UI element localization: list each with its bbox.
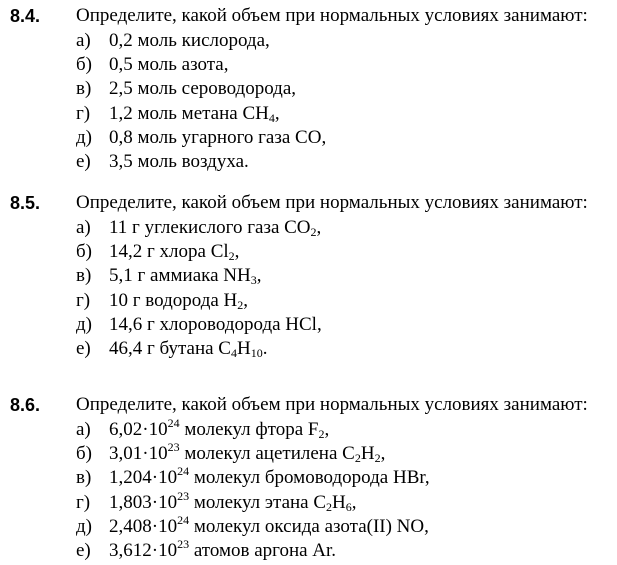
list-item <box>76 313 322 337</box>
item-text <box>109 54 228 75</box>
list-item <box>76 216 322 240</box>
list-item <box>76 289 322 313</box>
text-run: молекул оксида азота(II) NO, <box>189 515 429 537</box>
item-letter: б) <box>76 54 92 76</box>
text-run: H <box>360 443 375 465</box>
item-text <box>109 217 321 238</box>
text-run: 3,01·10 <box>109 443 168 465</box>
item-letter: е) <box>76 150 91 172</box>
text-run: 10 г водорода H <box>109 289 238 311</box>
item-letter: е) <box>76 539 91 561</box>
item-text <box>109 30 270 51</box>
subscript: 6 <box>345 499 352 514</box>
item-letter: е) <box>76 337 91 359</box>
subscript: 2 <box>374 451 381 466</box>
list-item <box>76 150 326 174</box>
text-run: , <box>351 491 357 513</box>
subscript: 4 <box>268 110 275 125</box>
text-run: , <box>380 443 386 465</box>
text-run: , <box>316 217 322 238</box>
subscript: 2 <box>237 297 244 312</box>
item-text <box>109 440 386 466</box>
text-run: молекул ацетилена C <box>179 443 355 465</box>
item-letter: а) <box>76 419 91 440</box>
item-text <box>109 103 280 124</box>
text-run: , <box>256 265 262 287</box>
text-run: H <box>332 491 346 513</box>
text-run: 3,612·10 <box>109 539 178 561</box>
list-item <box>76 264 322 288</box>
item-text <box>109 290 248 311</box>
item-letter: г) <box>76 289 91 311</box>
problem-number: 8.6. <box>10 395 41 415</box>
text-run: 2,408·10 <box>109 515 178 537</box>
list-item <box>76 488 430 515</box>
list-item <box>76 337 322 361</box>
text-run: 3,5 моль воздуха. <box>109 150 249 172</box>
item-letter: в) <box>76 265 92 287</box>
list-item <box>76 53 326 77</box>
list-item <box>76 102 326 126</box>
item-letter: д) <box>76 313 92 335</box>
superscript: 24 <box>167 416 180 430</box>
text-run: молекул бромоводорода HBr, <box>189 467 430 489</box>
problem-number: 8.5. <box>10 193 41 213</box>
item-text <box>109 127 326 148</box>
text-run: . <box>262 337 268 359</box>
item-letter: б) <box>76 443 92 465</box>
list-item <box>76 418 430 442</box>
problem-question: Определите, какой объем при нормальных условиях занимают: <box>76 192 588 213</box>
text-run: 46,4 г бутана C <box>109 337 231 359</box>
item-letter: г) <box>76 102 91 124</box>
text-run: H <box>236 337 251 359</box>
item-text <box>109 464 430 489</box>
text-run: 0,5 моль азота, <box>109 54 229 76</box>
list-item <box>76 466 430 490</box>
text-run: 0,2 моль кислорода, <box>109 30 270 51</box>
superscript: 24 <box>177 512 190 527</box>
item-letter: б) <box>76 241 92 263</box>
list-item <box>76 126 326 150</box>
superscript: 23 <box>177 488 190 503</box>
text-run: 14,6 г хлороводорода HCl, <box>109 313 322 335</box>
problem-number: 8.4. <box>10 6 41 26</box>
text-run: атомов аргона Ar. <box>189 539 337 561</box>
subscript: 10 <box>250 345 263 360</box>
subscript: 4 <box>230 345 237 360</box>
text-run: 6,02·10 <box>109 419 168 440</box>
subscript: 2 <box>326 499 333 514</box>
item-letter: а) <box>76 30 91 51</box>
text-run: молекул фтора F <box>179 419 319 440</box>
text-run: , <box>234 241 240 263</box>
text-run: 1,2 моль метана CH <box>109 102 269 124</box>
superscript: 24 <box>177 464 190 479</box>
list-item <box>76 77 326 101</box>
item-text <box>109 338 267 359</box>
item-text <box>109 151 249 172</box>
superscript: 23 <box>177 536 190 551</box>
text-run: , <box>243 289 249 311</box>
text-run: 1,204·10 <box>109 467 178 489</box>
subscript: 2 <box>318 427 325 441</box>
item-text <box>109 265 261 286</box>
list-item <box>76 536 430 563</box>
problem-items <box>76 29 326 174</box>
subscript: 3 <box>250 273 257 288</box>
item-text <box>109 241 239 262</box>
text-run: 5,1 г аммиака NH <box>109 265 251 287</box>
text-run: 14,2 г хлора Cl <box>109 241 229 263</box>
text-run: 1,803·10 <box>109 491 178 513</box>
item-letter: в) <box>76 78 92 100</box>
superscript: 23 <box>167 440 180 455</box>
list-item <box>76 442 430 466</box>
item-text <box>109 314 322 335</box>
problem-items <box>76 216 322 361</box>
item-letter: д) <box>76 515 92 537</box>
item-letter: г) <box>76 491 91 513</box>
list-item <box>76 240 322 264</box>
item-text <box>109 416 330 441</box>
item-letter: в) <box>76 467 92 489</box>
list-item <box>76 29 326 53</box>
problem-question: Определите, какой объем при нормальных условиях занимают: <box>76 5 588 26</box>
text-run: 0,8 моль угарного газа CO, <box>109 126 327 148</box>
text-run: , <box>274 102 280 124</box>
item-letter: а) <box>76 217 91 238</box>
text-run: молекул этана C <box>189 491 327 513</box>
list-item <box>76 512 430 539</box>
subscript: 2 <box>228 249 235 264</box>
text-run: 11 г углекислого газа CO <box>109 217 311 238</box>
problem-items <box>76 418 430 563</box>
problem-question: Определите, какой объем при нормальных условиях занимают: <box>76 394 588 415</box>
item-text <box>109 78 296 99</box>
item-text <box>109 512 429 537</box>
subscript: 2 <box>354 451 361 466</box>
item-text <box>109 536 337 561</box>
text-run: , <box>324 419 330 440</box>
subscript: 2 <box>310 225 317 239</box>
item-letter: д) <box>76 126 92 148</box>
text-run: 2,5 моль сероводорода, <box>109 78 297 100</box>
item-text <box>109 488 357 514</box>
